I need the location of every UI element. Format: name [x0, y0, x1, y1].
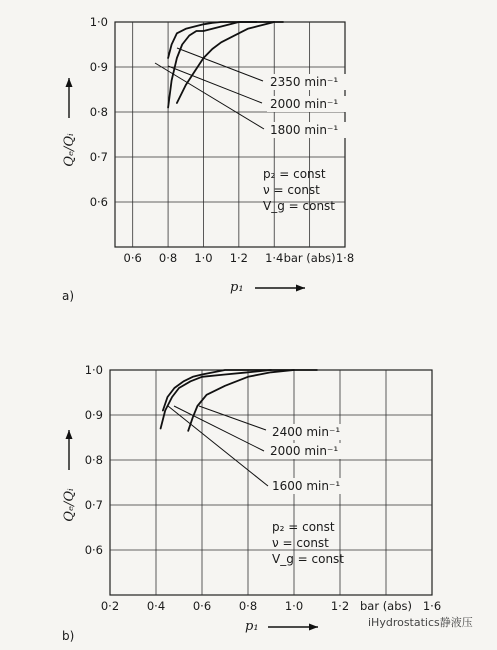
- y-tick-label: 0·9: [84, 408, 103, 422]
- x-tick-label: 1·6: [422, 599, 442, 613]
- panel-label: a): [62, 289, 75, 303]
- leader-line: [155, 63, 264, 129]
- y-tick-label: 0·8: [89, 105, 108, 119]
- series-label: 1600 min⁻¹: [272, 479, 341, 493]
- x-tick-label: 1·2: [229, 251, 248, 265]
- x-tick-label: 1·4: [265, 251, 284, 265]
- x-tick-label: 0·8: [238, 599, 258, 613]
- y-tick-label: 0·8: [84, 453, 103, 467]
- condition-text: V_g = const: [263, 199, 336, 213]
- series-line: [188, 370, 317, 431]
- leader-line: [199, 406, 266, 430]
- x-tick-label: 0·8: [158, 251, 178, 265]
- y-tick-label: 1·0: [84, 363, 103, 377]
- x-tick-label: 1·8: [335, 251, 355, 265]
- y-tick-label: 0·9: [89, 60, 108, 74]
- x-tick-label: 1·2: [330, 599, 350, 613]
- x-tick-label: 1·0: [284, 599, 304, 613]
- series-label: 2000 min⁻¹: [270, 97, 339, 111]
- panel-label: b): [62, 629, 75, 643]
- x-axis-title: p₁: [245, 619, 259, 634]
- x-tick-label: bar (abs): [283, 251, 336, 265]
- y-tick-label: 0·7: [89, 150, 108, 164]
- x-tick-label: bar (abs): [359, 599, 413, 613]
- y-axis-arrow-head: [66, 430, 73, 439]
- x-axis-title: p₁: [230, 280, 244, 295]
- y-axis-title: Qₑ/Qᵢ: [62, 133, 77, 167]
- x-tick-label: 1·0: [194, 251, 213, 265]
- condition-text: V_g = const: [272, 552, 345, 566]
- y-tick-label: 0·6: [89, 195, 108, 209]
- x-tick-label: 0·4: [146, 599, 166, 613]
- y-axis-title: Qₑ/Qᵢ: [62, 488, 77, 522]
- x-tick-label: 0·6: [192, 599, 212, 613]
- series-label: 2000 min⁻¹: [270, 444, 339, 458]
- y-axis-arrow-head: [66, 78, 73, 87]
- x-tick-label: 0·6: [123, 251, 142, 265]
- series-label: 1800 min⁻¹: [270, 123, 339, 137]
- chart-a: [62, 15, 354, 303]
- condition-text: ν = const: [263, 183, 320, 197]
- x-axis-arrow-head: [296, 285, 305, 292]
- x-axis-arrow-head: [309, 624, 318, 631]
- y-tick-label: 0·7: [84, 498, 103, 512]
- series-label: 2400 min⁻¹: [272, 425, 341, 439]
- y-tick-label: 0·6: [84, 543, 103, 557]
- watermark: iHydrostatics静液压: [368, 616, 473, 629]
- y-tick-label: 1·0: [89, 15, 108, 29]
- series-line: [161, 370, 294, 429]
- condition-text: p₂ = const: [263, 167, 326, 181]
- leader-line: [168, 66, 262, 103]
- x-tick-label: 0·2: [100, 599, 120, 613]
- series-label: 2350 min⁻¹: [270, 75, 339, 89]
- leader-line: [177, 48, 263, 81]
- condition-text: ν = const: [272, 536, 329, 550]
- condition-text: p₂ = const: [272, 520, 335, 534]
- chart-b: [62, 363, 441, 643]
